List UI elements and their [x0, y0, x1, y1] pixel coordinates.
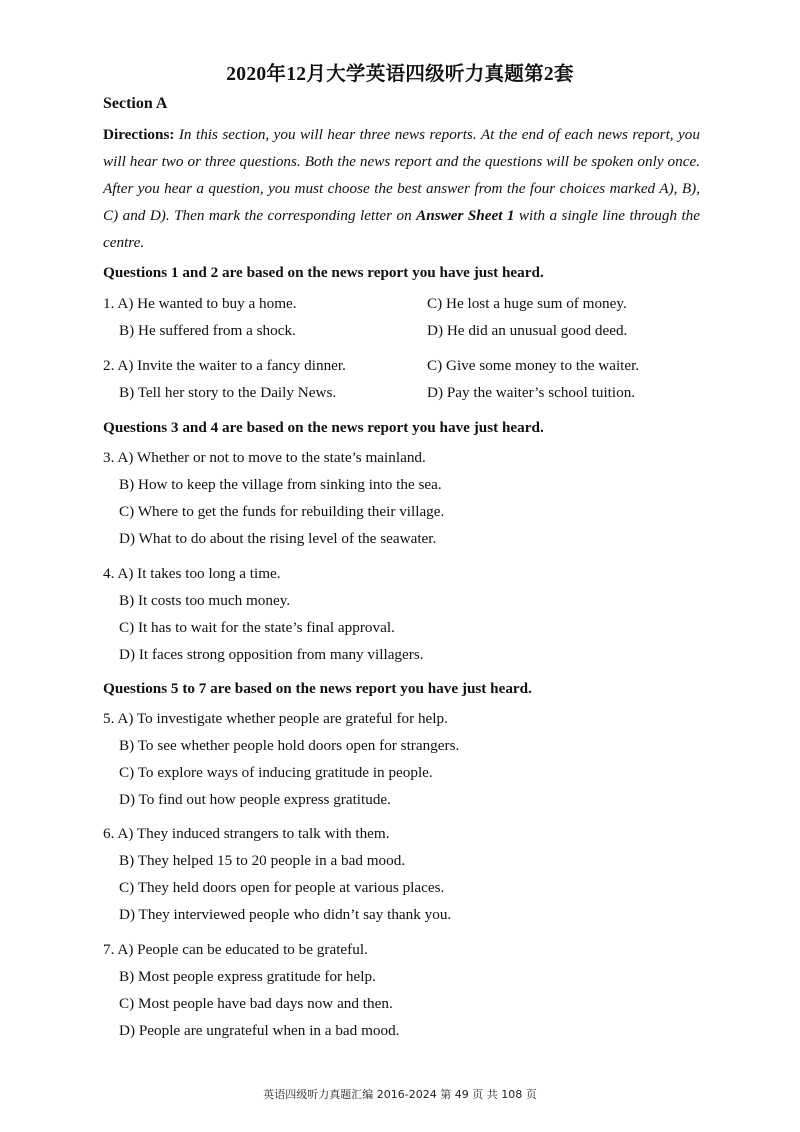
q2-option-c: C) Give some money to the waiter. — [427, 357, 640, 374]
question-group-header: Questions 5 to 7 are based on the news report you have just heard. — [103, 680, 532, 697]
q3-option-c: C) Where to get the funds for rebuilding their village. — [119, 503, 445, 520]
q3-option-a: 3. A) Whether or not to move to the state’s mainland. — [103, 449, 426, 466]
q6-option-b: B) They helped 15 to 20 people in a bad mood. — [119, 852, 406, 869]
directions-text: In this section, you will hear three news reports. At the end of each news report, you will hear two or three questions. Both the news report and the questions will be spoken only once. After you hear a question, you must choose the best answer from the four choices marked A), B), C) and D). Then mark the corresponding letter on — [103, 126, 700, 224]
q5-option-d: D) To find out how people express gratitude. — [119, 791, 391, 808]
q1-option-b: B) He suffered from a shock. — [119, 322, 296, 339]
q4-option-b: B) It costs too much money. — [119, 592, 291, 609]
q4-option-a: 4. A) It takes too long a time. — [103, 565, 281, 582]
q1-option-a: 1. A) He wanted to buy a home. — [103, 295, 297, 312]
q5-option-c: C) To explore ways of inducing gratitude in people. — [119, 764, 433, 781]
q7-option-d: D) People are ungrateful when in a bad mood. — [119, 1022, 400, 1039]
q7-option-a: 7. A) People can be educated to be grateful. — [103, 941, 368, 958]
question-group-header: Questions 3 and 4 are based on the news report you have just heard. — [103, 419, 544, 436]
q6-option-c: C) They held doors open for people at various places. — [119, 879, 445, 896]
directions-text-end: with a single line through the centre. — [103, 207, 701, 251]
q4-option-c: C) It has to wait for the state’s final approval. — [119, 619, 395, 636]
directions-label: Directions: — [103, 126, 175, 143]
q3-option-b: B) How to keep the village from sinking into the sea. — [119, 476, 442, 493]
page-footer: 英语四级听力真题汇编 2016-2024 第 49 页 共 108 页 — [263, 1088, 537, 1101]
q2-option-a: 2. A) Invite the waiter to a fancy dinner. — [103, 357, 346, 374]
q1-option-d: D) He did an unusual good deed. — [427, 322, 628, 339]
answer-sheet-ref: Answer Sheet 1 — [416, 207, 515, 224]
q3-option-d: D) What to do about the rising level of the seawater. — [119, 530, 437, 547]
page-title: 2020年12月大学英语四级听力真题第2套 — [226, 64, 574, 85]
q2-option-b: B) Tell her story to the Daily News. — [119, 384, 337, 401]
directions-paragraph — [103, 121, 700, 256]
q6-option-d: D) They interviewed people who didn’t say thank you. — [119, 906, 452, 923]
q5-option-b: B) To see whether people hold doors open for strangers. — [119, 737, 460, 754]
q5-option-a: 5. A) To investigate whether people are grateful for help. — [103, 710, 448, 727]
q2-option-d: D) Pay the waiter’s school tuition. — [427, 384, 636, 401]
section-heading: Section A — [103, 95, 168, 112]
q4-option-d: D) It faces strong opposition from many villagers. — [119, 646, 424, 663]
question-group-header: Questions 1 and 2 are based on the news report you have just heard. — [103, 264, 544, 281]
q7-option-b: B) Most people express gratitude for help. — [119, 968, 376, 985]
q1-option-c: C) He lost a huge sum of money. — [427, 295, 627, 312]
q6-option-a: 6. A) They induced strangers to talk with them. — [103, 825, 390, 842]
q7-option-c: C) Most people have bad days now and then. — [119, 995, 393, 1012]
